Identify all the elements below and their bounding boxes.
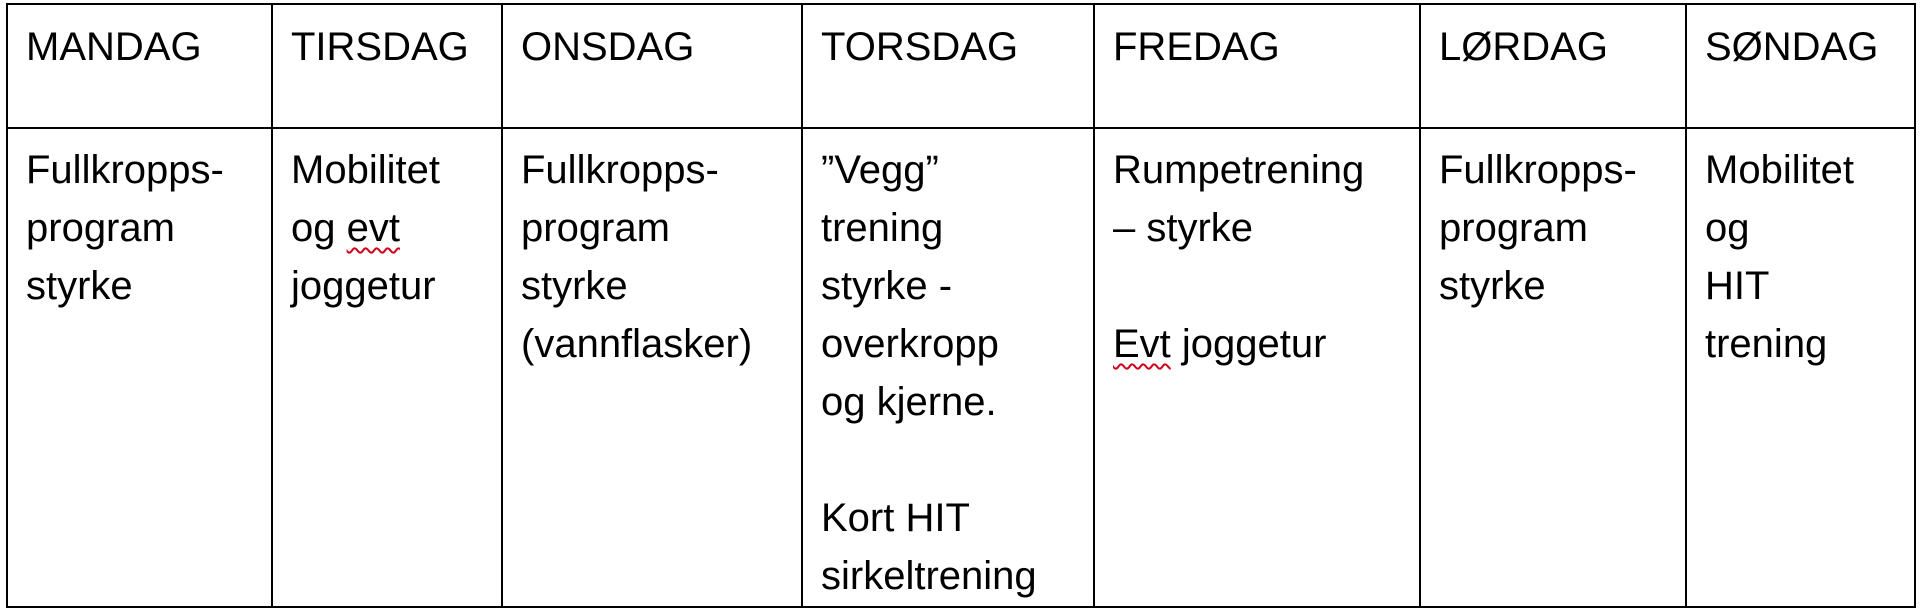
plan-text-line: Mobilitet <box>1705 148 1854 192</box>
plan-text-line <box>291 199 501 257</box>
plan-cell-monday <box>7 128 272 607</box>
plan-row <box>7 128 1915 607</box>
plan-text-line: Fullkropps- <box>521 148 719 192</box>
plan-text-fragment: og <box>291 206 347 250</box>
plan-text-line: (vannflasker) <box>521 322 753 366</box>
plan-text-line: Rumpetrening <box>1113 148 1365 192</box>
plan-cell-sunday <box>1686 128 1915 607</box>
plan-text-line: styrke - <box>821 264 953 308</box>
plan-text-line: styrke <box>1439 264 1546 308</box>
plan-text-line: HIT <box>1705 264 1770 308</box>
plan-text-line: styrke <box>26 264 133 308</box>
plan-text-line: Fullkropps- <box>26 148 224 192</box>
plan-cell-wednesday <box>502 128 802 607</box>
plan-text-line: program <box>521 206 670 250</box>
day-header-monday: MANDAG <box>7 4 272 128</box>
weekly-training-schedule-table <box>6 3 1916 608</box>
plan-text-line: joggetur <box>291 264 436 308</box>
plan-text-line: overkropp <box>821 322 999 366</box>
blank-line <box>821 431 1093 489</box>
blank-line <box>1113 257 1419 315</box>
spellcheck-flagged-word: Evt <box>1113 322 1171 366</box>
plan-text-line: og kjerne. <box>821 380 997 424</box>
day-header-thursday: TORSDAG <box>802 4 1094 128</box>
day-header-wednesday: ONSDAG <box>502 4 802 128</box>
day-header-row <box>7 4 1915 128</box>
plan-text-line: Fullkropps- <box>1439 148 1637 192</box>
plan-text-line: Mobilitet <box>291 148 440 192</box>
plan-text-line: program <box>1439 206 1588 250</box>
plan-text-fragment: joggetur <box>1170 322 1327 366</box>
plan-text-line: trening <box>821 206 944 250</box>
plan-text-line: styrke <box>521 264 628 308</box>
day-header-friday: FREDAG <box>1094 4 1420 128</box>
plan-cell-thursday <box>802 128 1094 607</box>
plan-cell-tuesday <box>272 128 502 607</box>
plan-cell-friday <box>1094 128 1420 607</box>
plan-text-line: ”Vegg” <box>821 148 939 192</box>
spellcheck-flagged-word: evt <box>346 206 400 250</box>
day-header-tuesday: TIRSDAG <box>272 4 502 128</box>
plan-cell-saturday <box>1420 128 1686 607</box>
plan-text-line: Kort HIT <box>821 496 970 540</box>
plan-text-line: program <box>26 206 175 250</box>
plan-text-line: trening <box>1705 322 1828 366</box>
plan-text-line: og <box>1705 206 1750 250</box>
day-header-saturday: LØRDAG <box>1420 4 1686 128</box>
day-header-sunday: SØNDAG <box>1686 4 1915 128</box>
plan-text-line: – styrke <box>1113 206 1254 250</box>
plan-text-line <box>1113 315 1419 373</box>
plan-text-line: sirkeltrening <box>821 554 1037 598</box>
